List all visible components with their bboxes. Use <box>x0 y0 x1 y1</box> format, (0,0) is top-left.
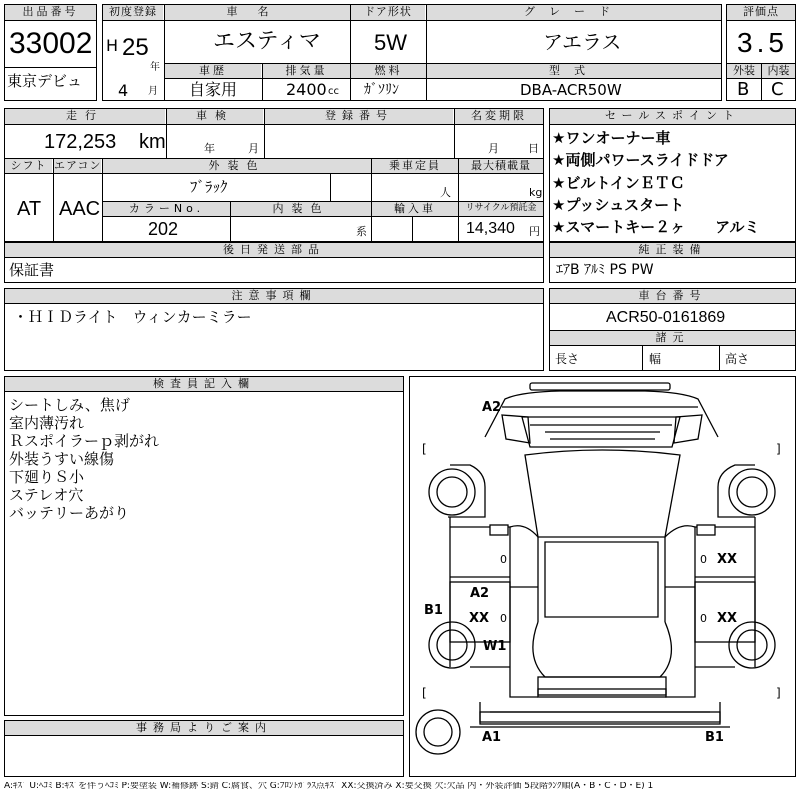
reg-year: 25 <box>122 34 149 61</box>
mark-xx-right-bottom: XX <box>717 611 738 626</box>
reg-year-unit: 年 <box>150 62 160 73</box>
car-name-label: 車名 <box>165 5 350 20</box>
int-score: C <box>771 79 784 100</box>
fuel-value: ｶﾞｿﾘﾝ <box>364 82 399 98</box>
door-value: 5W <box>374 30 407 55</box>
svg-text:[: [ <box>422 686 427 700</box>
fuel-label: 燃料 <box>351 64 426 78</box>
reg-number-label: 登録番号 <box>265 109 453 124</box>
lot-number: 33002 <box>9 27 93 60</box>
debut-label: 東京デビュ <box>7 72 83 90</box>
mark-xx-right-top: XX <box>717 552 738 567</box>
aircon-label: エアコン <box>54 159 101 172</box>
sales-point-2: ★両側パワースライドドア <box>552 151 729 169</box>
int-score-label: 内装 <box>762 64 795 78</box>
zero-mark-3: 0 <box>700 553 707 566</box>
lot-label: 出品番号 <box>5 5 96 20</box>
capacity-unit: 人 <box>440 186 451 199</box>
width-label: 幅 <box>649 352 662 366</box>
max-load-unit: kg <box>529 186 543 199</box>
import-label: 輸入車 <box>372 202 458 216</box>
era: H <box>106 36 119 55</box>
score-value: 3.5 <box>737 27 788 58</box>
sales-point-4: ★プッシュスタート <box>552 196 685 214</box>
ext-color-value: ﾌﾞﾗｯｸ <box>190 178 228 196</box>
office-label: 事務局よりご案内 <box>5 721 403 735</box>
chassis-value: ACR50-0161869 <box>606 309 726 326</box>
grade-label: グレード <box>427 5 721 20</box>
mark-b1-rear: B1 <box>705 730 724 745</box>
capacity-label: 乗車定員 <box>372 159 458 173</box>
detail-box <box>4 108 544 242</box>
recycle-unit: 円 <box>529 225 540 238</box>
mark-xx-left: XX <box>469 611 490 626</box>
inspector-line-6: ステレオ穴 <box>9 486 84 504</box>
name-change-label: 名変期限 <box>455 109 543 124</box>
inspector-label: 検査員記入欄 <box>5 377 403 391</box>
ext-score: B <box>737 79 750 100</box>
score-label: 評価点 <box>727 5 795 20</box>
inspector-line-5: 下廻りＳ小 <box>9 468 85 486</box>
mark-a1: A1 <box>482 730 502 745</box>
svg-text:]: ] <box>776 686 781 700</box>
inspector-line-3: Ｒスポイラーｐ剥がれ <box>9 432 160 450</box>
grade-value: アエラス <box>543 30 622 54</box>
reg-month: 4 <box>118 81 129 100</box>
name-change-day-unit: 日 <box>528 142 539 155</box>
car-name: エスティマ <box>213 29 321 54</box>
inspector-line-2: 室内薄汚れ <box>9 414 85 432</box>
mark-b1-left: B1 <box>424 603 443 618</box>
dimensions-label: 諸元 <box>550 331 795 345</box>
displacement-label: 排気量 <box>263 64 350 78</box>
int-color-label: 内装色 <box>231 202 371 216</box>
zero-mark-4: 0 <box>700 612 707 625</box>
mileage-label: 走行 <box>5 109 165 124</box>
inspector-line-7: バッテリーあがり <box>9 504 130 522</box>
color-no-value: 202 <box>148 219 179 239</box>
sales-point-3: ★ビルトインＥＴＣ <box>552 174 685 192</box>
aircon-value: AAC <box>59 198 101 220</box>
first-reg-label: 初度登録 <box>103 5 163 20</box>
equipment-value: ｴｱB ｱﾙﾐ PS PW <box>556 262 654 278</box>
history-label: 車歴 <box>165 64 261 78</box>
model-type-value: DBA-ACR50W <box>520 81 622 99</box>
recycle-label: リサイクル預託金 <box>459 202 543 216</box>
shift-value: AT <box>17 198 42 220</box>
displacement-value: 2400 <box>286 80 327 99</box>
equipment-label: 純正装備 <box>550 243 795 257</box>
svg-text:[: [ <box>422 442 427 456</box>
height-label: 高さ <box>725 352 750 366</box>
length-label: 長さ <box>555 352 580 366</box>
name-change-month-unit: 月 <box>488 142 499 155</box>
mileage-unit: km <box>139 131 166 153</box>
zero-mark-2: 0 <box>500 612 507 625</box>
door-label: ドア形状 <box>351 5 425 20</box>
car-diagram <box>409 376 796 777</box>
mark-a2-left: A2 <box>470 586 490 601</box>
inspection-year-unit: 年 <box>204 142 215 155</box>
sales-points-label: セールスポイント <box>550 109 795 124</box>
sales-point-5: ★スマートキー２ヶ アルミ <box>552 218 760 236</box>
zero-mark-1: 0 <box>500 553 507 566</box>
model-type-label: 型式 <box>427 64 721 78</box>
chassis-label: 車台番号 <box>550 289 795 303</box>
displacement-unit: cc <box>328 86 339 97</box>
inspector-line-1: シートしみ、焦げ <box>9 396 130 414</box>
history-value: 自家用 <box>189 80 238 99</box>
inspection-month-unit: 月 <box>248 142 259 155</box>
notes-value: ・ＨＩＤライト ウィンカーミラー <box>13 308 252 326</box>
mark-a2-top: A2 <box>482 400 502 415</box>
max-load-label: 最大積載量 <box>459 159 543 173</box>
color-no-label: カラーNo. <box>103 202 230 216</box>
recycle-value: 14,340 <box>466 220 515 237</box>
notes-label: 注意事項欄 <box>5 289 543 303</box>
mileage-value: 172,253 <box>44 131 117 153</box>
shift-label: シフト <box>5 159 52 173</box>
legend: A:ｷｽﾞ U:ﾍｺﾐ B:ｷｽﾞを伴うﾍｺﾐ P:要塗装 W:補修跡 S:錆 C:腐食、穴 G:ﾌﾛﾝﾄｶﾞﾗｽ点ｷｽﾞ XX:交換済み X:要交換 欠:欠品 内・外装評価 5段階ﾗﾝｸ順(A・B・C・D・E) 1 <box>4 782 654 791</box>
reg-month-unit: 月 <box>148 86 158 97</box>
inspector-line-4: 外装うすい線傷 <box>9 450 115 468</box>
svg-text:]: ] <box>776 442 781 456</box>
int-color-unit: 系 <box>356 225 367 238</box>
later-parts-label: 後日発送部品 <box>5 243 543 257</box>
mark-w1: W1 <box>483 639 507 654</box>
sales-point-1: ★ワンオーナー車 <box>552 129 671 147</box>
ext-color-label: 外装色 <box>103 159 371 173</box>
later-parts-value: 保証書 <box>9 261 55 279</box>
ext-score-label: 外装 <box>727 64 761 78</box>
inspection-label: 車検 <box>167 109 263 124</box>
